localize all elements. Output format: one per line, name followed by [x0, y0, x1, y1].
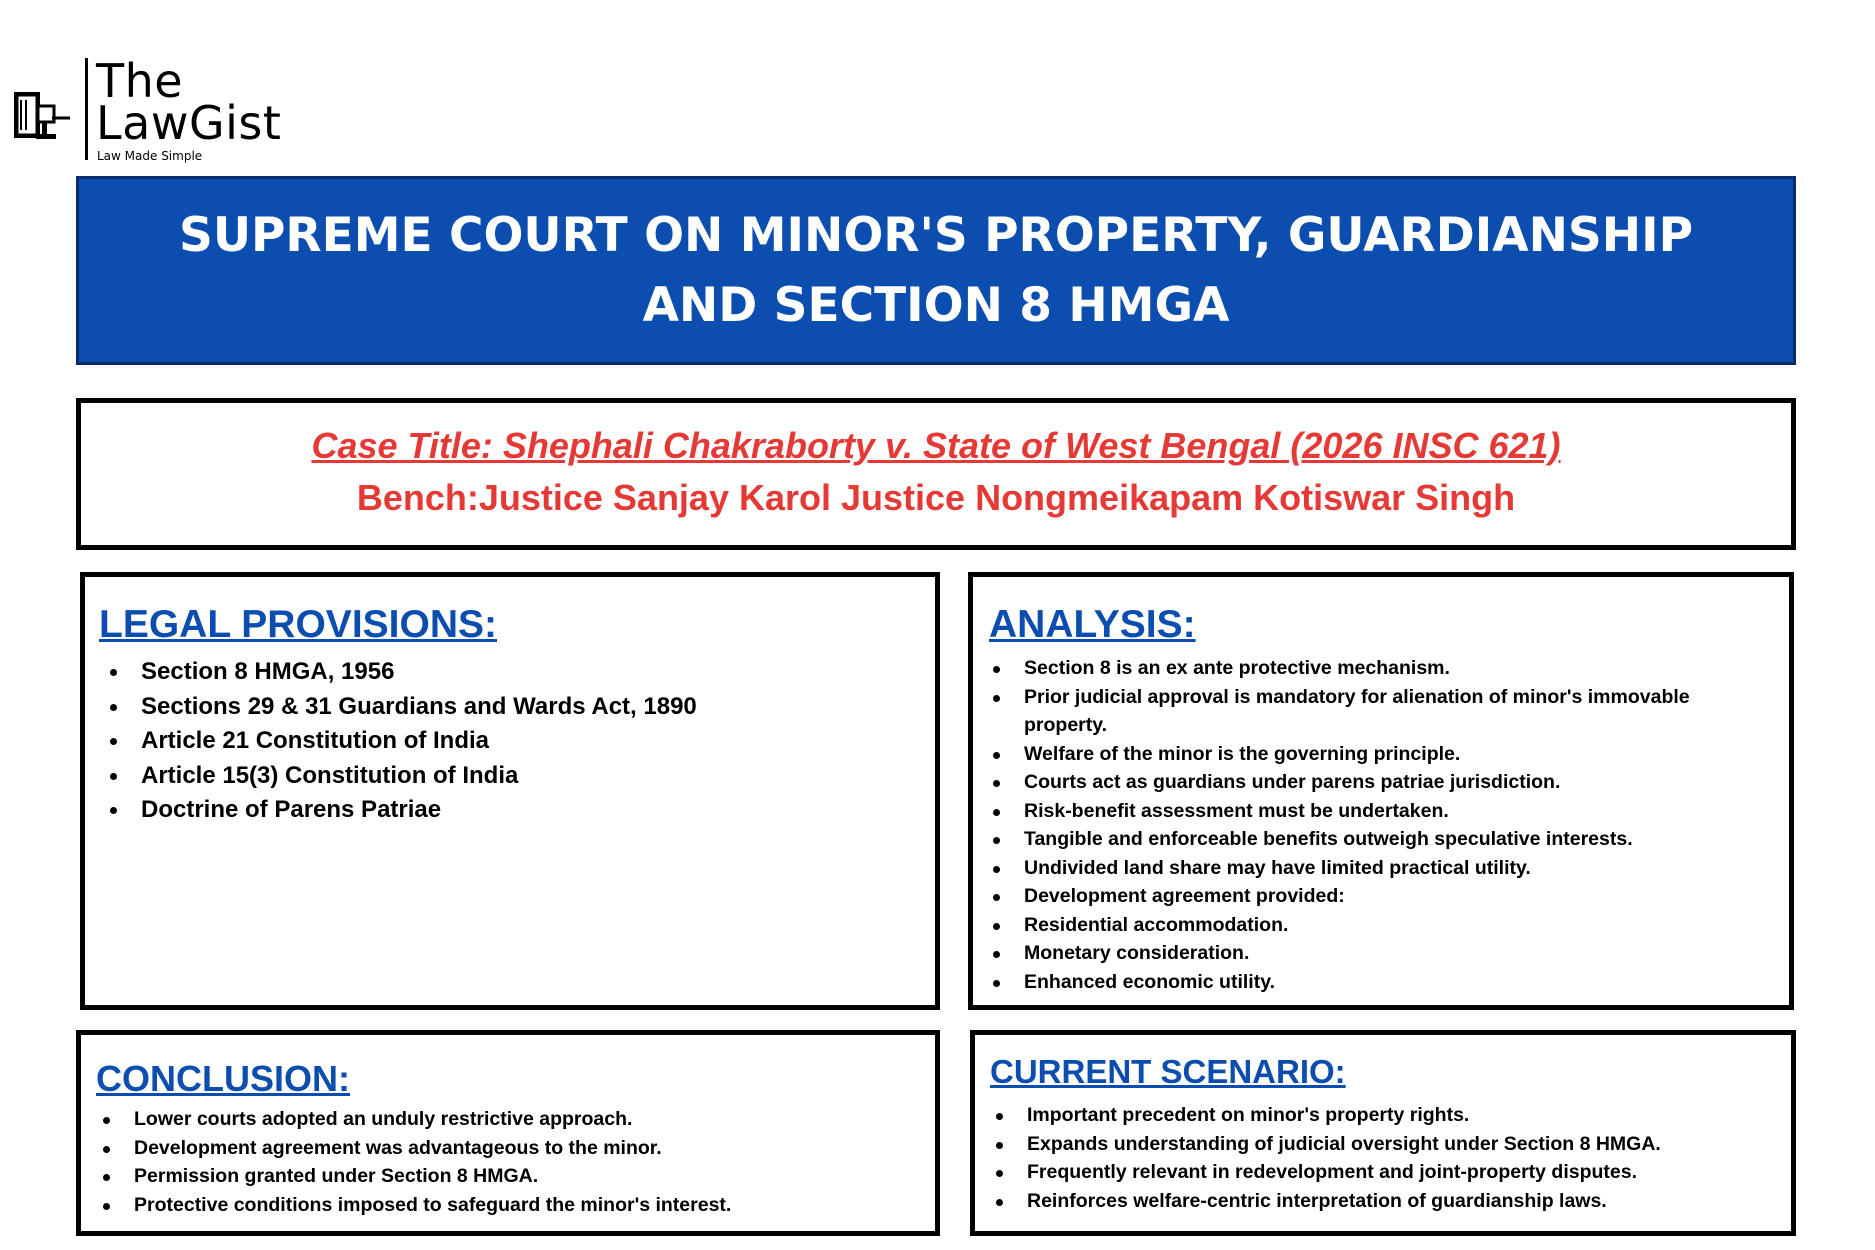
list-item: Protective conditions imposed to safeguard the minor's interest. — [134, 1191, 731, 1220]
list-item: Residential accommodation. — [1024, 911, 1764, 940]
list-item: Sections 29 & 31 Guardians and Wards Act, 1890 — [141, 690, 697, 725]
case-title: Case Title: Shephali Chakraborty v. State of West Bengal (2026 INSC 621) — [311, 425, 1561, 466]
analysis-panel — [968, 572, 1794, 1010]
conclusion-heading: CONCLUSION: — [96, 1058, 350, 1099]
conclusion-list — [134, 1105, 731, 1219]
conclusion-panel — [76, 1030, 940, 1236]
case-info-box — [76, 398, 1796, 550]
list-item: Prior judicial approval is mandatory for alienation of minor's immovable property. — [1024, 683, 1764, 740]
list-item: Section 8 is an ex ante protective mechanism. — [1024, 654, 1764, 683]
legal-provisions-heading: LEGAL PROVISIONS: — [99, 603, 497, 646]
logo-text-the: The — [96, 54, 184, 108]
list-item: Article 15(3) Constitution of India — [141, 759, 697, 794]
current-scenario-panel — [970, 1030, 1796, 1236]
list-item: Development agreement provided: — [1024, 882, 1764, 911]
page-title: SUPREME COURT ON MINOR'S PROPERTY, GUARDIANSHIP AND SECTION 8 HMGA — [178, 207, 1694, 333]
list-item: Doctrine of Parens Patriae — [141, 793, 697, 828]
list-item: Undivided land share may have limited practical utility. — [1024, 854, 1764, 883]
list-item: Development agreement was advantageous to the minor. — [134, 1134, 731, 1163]
legal-provisions-list — [141, 655, 697, 828]
list-item: Lower courts adopted an unduly restrictive approach. — [134, 1105, 731, 1134]
list-item: Courts act as guardians under parens patriae jurisdiction. — [1024, 768, 1764, 797]
logo-tagline: Law Made Simple — [97, 149, 203, 163]
analysis-heading: ANALYSIS: — [989, 603, 1196, 646]
current-scenario-list — [1027, 1101, 1661, 1215]
list-item: Welfare of the minor is the governing principle. — [1024, 740, 1764, 769]
list-item: Permission granted under Section 8 HMGA. — [134, 1162, 731, 1191]
logo-text-lawgist: LawGist — [96, 96, 282, 150]
gavel-book-icon — [12, 86, 72, 142]
list-item: Section 8 HMGA, 1956 — [141, 655, 697, 690]
list-item: Reinforces welfare-centric interpretation of guardianship laws. — [1027, 1187, 1661, 1216]
title-banner — [76, 176, 1796, 365]
list-item: Important precedent on minor's property rights. — [1027, 1101, 1661, 1130]
list-item: Tangible and enforceable benefits outweigh speculative interests. — [1024, 825, 1764, 854]
list-item: Article 21 Constitution of India — [141, 724, 697, 759]
case-bench: Bench:Justice Sanjay Karol Justice Nongmeikapam Kotiswar Singh — [356, 477, 1516, 518]
current-scenario-heading: CURRENT SCENARIO: — [990, 1053, 1346, 1090]
list-item: Risk-benefit assessment must be undertaken. — [1024, 797, 1764, 826]
legal-provisions-panel — [80, 572, 940, 1010]
list-item: Frequently relevant in redevelopment and joint-property disputes. — [1027, 1158, 1661, 1187]
list-item: Expands understanding of judicial oversight under Section 8 HMGA. — [1027, 1130, 1661, 1159]
logo-divider — [85, 58, 88, 160]
logo — [12, 56, 302, 166]
list-item: Enhanced economic utility. — [1024, 968, 1764, 997]
list-item: Monetary consideration. — [1024, 939, 1764, 968]
analysis-list — [1024, 654, 1764, 996]
